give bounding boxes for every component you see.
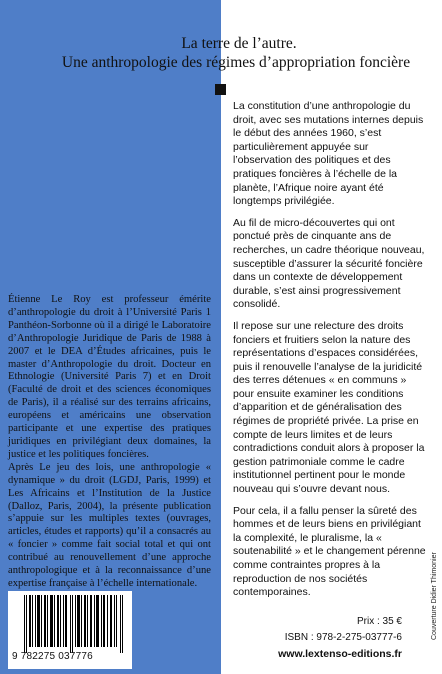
cover-credit bbox=[422, 522, 438, 642]
publisher-website: www.lextenso-editions.fr bbox=[278, 648, 402, 660]
summary-paragraph: La constitution d’une anthropologie du droit, avec ses mutations internes depuis le début des années 1960, s’est particulièrement appuyée sur l’observation des politiques et des pratiques foncières à l’échelle de la planète, l’Afrique noire ayant été longtemps privilégiée. bbox=[233, 100, 424, 208]
summary-text bbox=[233, 100, 429, 608]
bio-paragraph: Étienne Le Roy est professeur émérite d’anthropologie du droit à l’Université Paris 1 Panthéon-Sorbonne où il a dirigé le Laboratoire d’Anthropologie Juridique de Paris de 1988 à 2007 et le DEA d’Études africaines, puis le master d’Anthropologie du droit. Docteur en Ethnologie (Université Paris 7) et en Droit (Faculté de droit et des sciences économiques de Paris), il a réalisé sur des terrains africains, européens et américains une observation participante et une expertise des pratiques juridiques en privilégiant deux domaines, la justice et les politiques foncières. bbox=[8, 294, 211, 460]
book-title bbox=[0, 34, 442, 72]
barcode-icon bbox=[24, 595, 124, 653]
isbn-label: ISBN : 978-2-275-03777-6 bbox=[284, 632, 402, 643]
barcode-number: 9 782275 037776 bbox=[12, 651, 93, 662]
barcode-area bbox=[8, 591, 132, 669]
cover-credit-text: Couverture Didier Thimonier bbox=[431, 552, 438, 640]
author-bio bbox=[8, 294, 211, 591]
square-ornament-icon bbox=[215, 84, 226, 95]
bio-paragraph: Après Le jeu des lois, une anthropologie « dynamique » du droit (LGDJ, Paris, 1999) et Les Africains et l’Institution de la Justice (Dalloz, Paris, 2004), la présente publication s’appuie sur les multiples textes (ouvrages, articles, études et rapports) qu’il a consacrés au « foncier » comme fait social total et qui ont contribué au renouvellement d’une approche anthropologique et à la reconnaissance d’une expertise française à l’échelle internationale. bbox=[8, 461, 211, 589]
title-line-2: Une anthropologie des régimes d’appropriation foncière bbox=[61, 54, 411, 71]
summary-paragraph: Il repose sur une relecture des droits fonciers et fruitiers selon la nature des représentations d’espaces considérées, puis il renouvelle l’analyse de la juridicité des terres détenues « en communs » pour ensuite examiner les conditions d’apparition et de généralisation des régimes de propriété privée. La prise en compte de leurs limites et de leurs contradictions conduit alors à proposer la gestion patrimoniale comme le cadre institutionnel pertinent pour le monde nouveau qui s’ouvre devant nous. bbox=[233, 319, 425, 496]
title-line-1: La terre de l’autre. bbox=[181, 35, 297, 52]
price-label: Prix : 35 € bbox=[356, 616, 402, 627]
summary-paragraph: Pour cela, il a fallu penser la sûreté des hommes et de leurs biens en privilégiant la complexité, le pluralisme, la « soutenabilité » et le changement pérenne comme contraintes propres à la reproduction de nos sociétés contemporaines. bbox=[233, 504, 426, 599]
summary-paragraph: Au fil de micro-découvertes qui ont ponctué près de cinquante ans de recherches, un cadre théorique nouveau, susceptible d’assurer la sécurité foncière dans un contexte de développement durable, s’est ainsi progressivement consolidé. bbox=[233, 216, 425, 311]
